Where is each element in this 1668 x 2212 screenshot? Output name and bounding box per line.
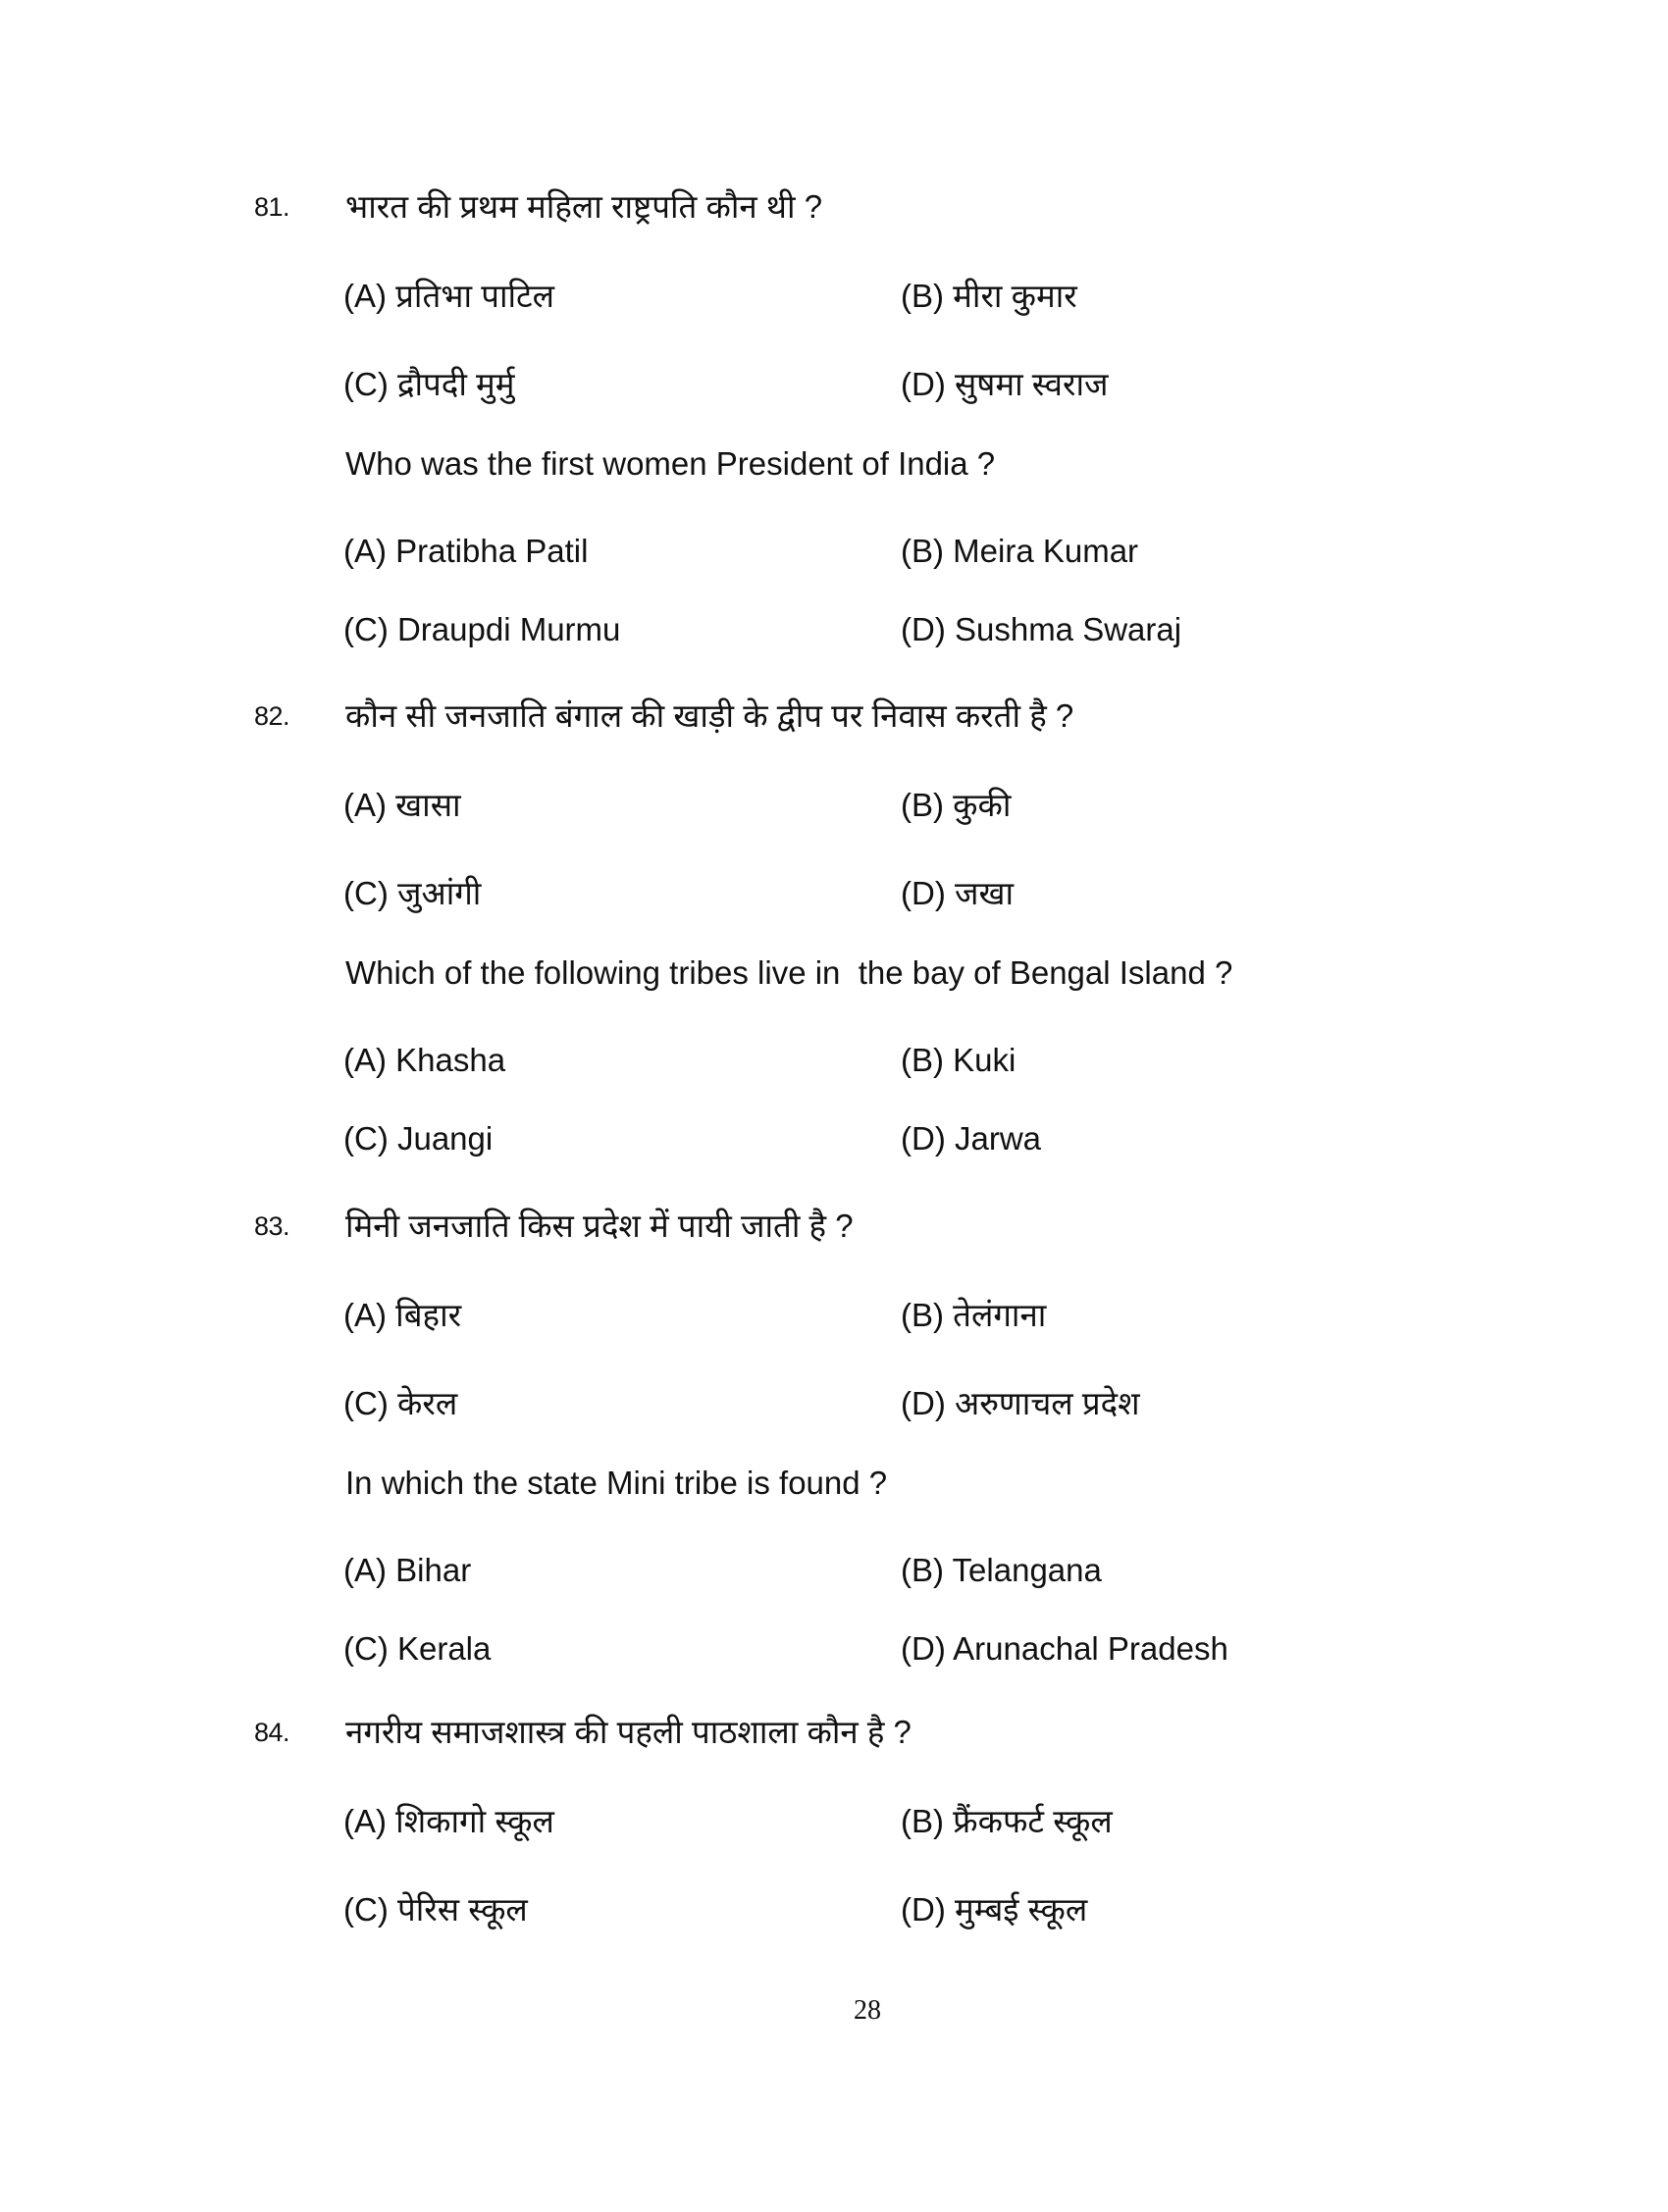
question-text-hindi: कौन सी जनजाति बंगाल की खाड़ी के द्वीप पर निवास करती है ? [345, 697, 1074, 734]
options-english-row-1 [0, 1541, 1668, 1600]
option-a-english: (A) Khasha [343, 1042, 506, 1078]
option-a-hindi: (A) बिहार [343, 1297, 462, 1333]
options-english-row-1 [0, 1031, 1668, 1090]
option-d-hindi: (D) जखा [901, 875, 1015, 911]
option-b-hindi: (B) फ्रैंकफर्ट स्कूल [901, 1803, 1113, 1839]
option-d-hindi: (D) सुषमा स्वराज [901, 366, 1109, 402]
option-d-english: (D) Jarwa [901, 1120, 1042, 1157]
option-c-english: (C) Juangi [343, 1120, 494, 1157]
option-d-hindi: (D) मुम्बई स्कूल [901, 1891, 1088, 1928]
option-c-hindi: (C) जुआंगी [343, 875, 482, 911]
option-a-hindi: (A) शिकागो स्कूल [343, 1803, 554, 1839]
question-hindi-row [0, 687, 1668, 746]
question-number: 84. [254, 1718, 290, 1747]
option-d-english: (D) Arunachal Pradesh [901, 1630, 1228, 1667]
question-text-hindi: नगरीय समाजशास्त्र की पहली पाठशाला कौन है ? [345, 1714, 912, 1750]
question-83 [0, 1197, 1668, 1706]
question-english-row [0, 435, 1668, 493]
question-hindi-row [0, 1703, 1668, 1762]
option-d-english: (D) Sushma Swaraj [901, 611, 1182, 647]
options-hindi-row-1 [0, 1286, 1668, 1345]
options-english-row-2 [0, 600, 1668, 659]
options-hindi-row-1 [0, 1792, 1668, 1851]
page-number: 28 [854, 1995, 881, 2026]
option-b-english: (B) Telangana [901, 1552, 1102, 1588]
option-c-hindi: (C) द्रौपदी मुर्मु [343, 366, 515, 402]
question-english-row [0, 944, 1668, 1003]
option-a-english: (A) Bihar [343, 1552, 472, 1588]
option-b-hindi: (B) कुकी [901, 787, 1012, 823]
option-b-hindi: (B) मीरा कुमार [901, 278, 1077, 314]
option-c-hindi: (C) पेरिस स्कूल [343, 1891, 528, 1928]
question-hindi-row [0, 178, 1668, 236]
option-b-english: (B) Meira Kumar [901, 533, 1139, 569]
question-hindi-row [0, 1197, 1668, 1256]
options-hindi-row-1 [0, 267, 1668, 326]
question-number: 82. [254, 701, 290, 731]
options-english-row-2 [0, 1109, 1668, 1168]
question-english-row [0, 1454, 1668, 1513]
question-84 [0, 1703, 1668, 2212]
options-hindi-row-1 [0, 776, 1668, 835]
options-hindi-row-2 [0, 1374, 1668, 1433]
option-a-english: (A) Pratibha Patil [343, 533, 589, 569]
option-a-hindi: (A) प्रतिभा पाटिल [343, 278, 555, 314]
question-text-english: Which of the following tribes live in the bay of Bengal Island ? [345, 954, 1233, 991]
options-english-row-1 [0, 522, 1668, 581]
options-english-row-2 [0, 1620, 1668, 1678]
option-c-hindi: (C) केरल [343, 1385, 458, 1421]
question-text-hindi: मिनी जनजाति किस प्रदेश में पायी जाती है ? [345, 1208, 854, 1244]
question-82 [0, 687, 1668, 1196]
question-text-english: Who was the first women President of India ? [345, 445, 996, 482]
question-number: 81. [254, 192, 290, 222]
option-c-english: (C) Draupdi Murmu [343, 611, 621, 647]
question-81 [0, 178, 1668, 687]
option-b-english: (B) Kuki [901, 1042, 1016, 1078]
option-b-hindi: (B) तेलंगाना [901, 1297, 1047, 1333]
options-hindi-row-2 [0, 1880, 1668, 1939]
option-d-hindi: (D) अरुणाचल प्रदेश [901, 1385, 1140, 1421]
options-hindi-row-2 [0, 355, 1668, 414]
option-a-hindi: (A) खासा [343, 787, 461, 823]
options-hindi-row-2 [0, 864, 1668, 923]
option-c-english: (C) Kerala [343, 1630, 492, 1667]
question-text-hindi: भारत की प्रथम महिला राष्ट्रपति कौन थी ? [345, 188, 823, 225]
question-number: 83. [254, 1211, 290, 1241]
question-text-english: In which the state Mini tribe is found ? [345, 1465, 888, 1501]
